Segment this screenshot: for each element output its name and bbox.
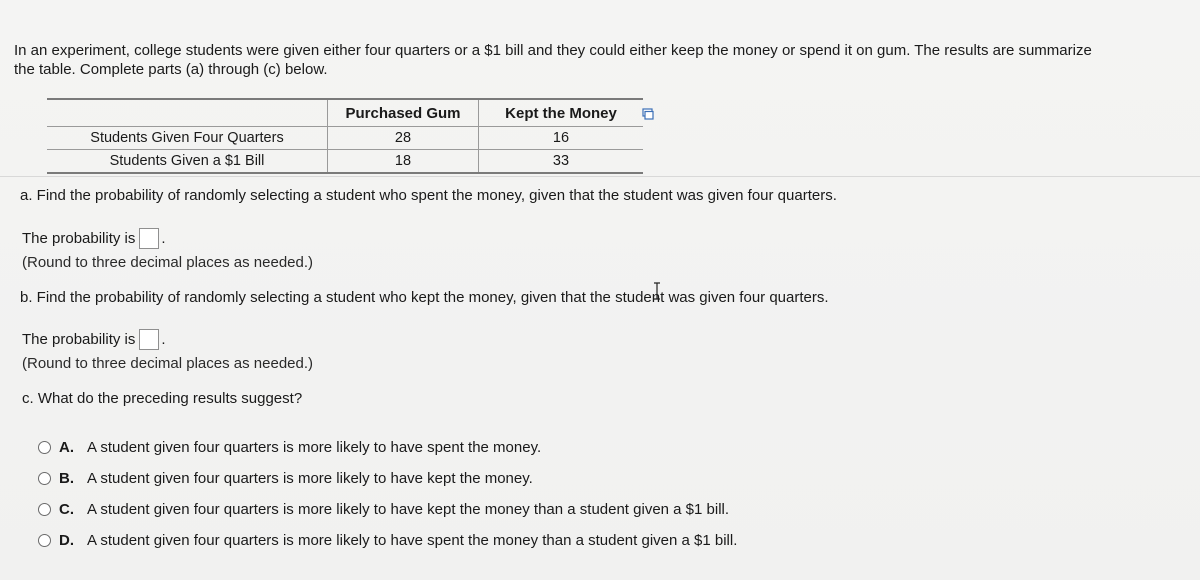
cell-quarters-purchased: 28 — [328, 127, 479, 150]
option-d-letter: D. — [59, 532, 74, 549]
part-c-question: c. What do the preceding results suggest? — [22, 390, 303, 407]
part-b-question: b. Find the probability of randomly selecting a student who kept the money, given that the student was given four quarters. — [20, 289, 829, 306]
option-d-text: A student given four quarters is more likely to have spent the money than a student given a $1 bill. — [87, 532, 738, 549]
option-c[interactable] — [38, 494, 737, 525]
option-a-text: A student given four quarters is more likely to have spent the money. — [87, 439, 542, 456]
intro-line-1: In an experiment, college students were given either four quarters or a $1 bill and they could either keep the money or spend it on gum. The results are summarize — [14, 42, 1092, 59]
option-a-letter: A. — [59, 439, 74, 456]
radio-b[interactable] — [38, 472, 51, 485]
option-c-letter: C. — [59, 501, 74, 518]
part-b-answer-input[interactable] — [139, 329, 159, 350]
table-corner — [47, 99, 328, 127]
part-c-options — [38, 432, 737, 556]
intro-line-2: the table. Complete parts (a) through (c) below. — [14, 61, 328, 78]
part-a-answer-line — [22, 228, 166, 249]
row-label-four-quarters: Students Given Four Quarters — [47, 127, 328, 150]
copy-icon[interactable] — [642, 108, 654, 120]
part-a-prefix: The probability is — [22, 230, 136, 247]
part-a-hint: (Round to three decimal places as needed.) — [22, 254, 314, 271]
cell-bill-kept: 33 — [479, 150, 644, 174]
part-a-suffix: . — [161, 230, 166, 247]
part-a-answer-input[interactable] — [139, 228, 159, 249]
radio-d[interactable] — [38, 534, 51, 547]
part-b-suffix: . — [161, 331, 166, 348]
radio-c[interactable] — [38, 503, 51, 516]
option-b-text: A student given four quarters is more likely to have kept the money. — [87, 470, 533, 487]
data-table — [47, 98, 643, 174]
row-label-dollar-bill: Students Given a $1 Bill — [47, 150, 328, 174]
part-b-prefix: The probability is — [22, 331, 136, 348]
header-kept-money: Kept the Money — [479, 99, 644, 127]
problem-intro — [14, 41, 1200, 79]
table-header-row — [47, 99, 643, 127]
part-b-answer-line — [22, 329, 166, 350]
section-divider — [0, 176, 1200, 177]
table-row — [47, 127, 643, 150]
option-c-text: A student given four quarters is more likely to have kept the money than a student given a $1 bill. — [87, 501, 730, 518]
cell-quarters-kept: 16 — [479, 127, 644, 150]
text-cursor-icon — [652, 282, 662, 300]
part-b-hint: (Round to three decimal places as needed.) — [22, 355, 314, 372]
part-a-question: a. Find the probability of randomly selecting a student who spent the money, given that the student was given four quarters. — [20, 187, 837, 204]
option-d[interactable] — [38, 525, 737, 556]
option-a[interactable] — [38, 432, 737, 463]
option-b-letter: B. — [59, 470, 74, 487]
cell-bill-purchased: 18 — [328, 150, 479, 174]
table-row — [47, 150, 643, 174]
header-purchased-gum: Purchased Gum — [328, 99, 479, 127]
option-b[interactable] — [38, 463, 737, 494]
radio-a[interactable] — [38, 441, 51, 454]
